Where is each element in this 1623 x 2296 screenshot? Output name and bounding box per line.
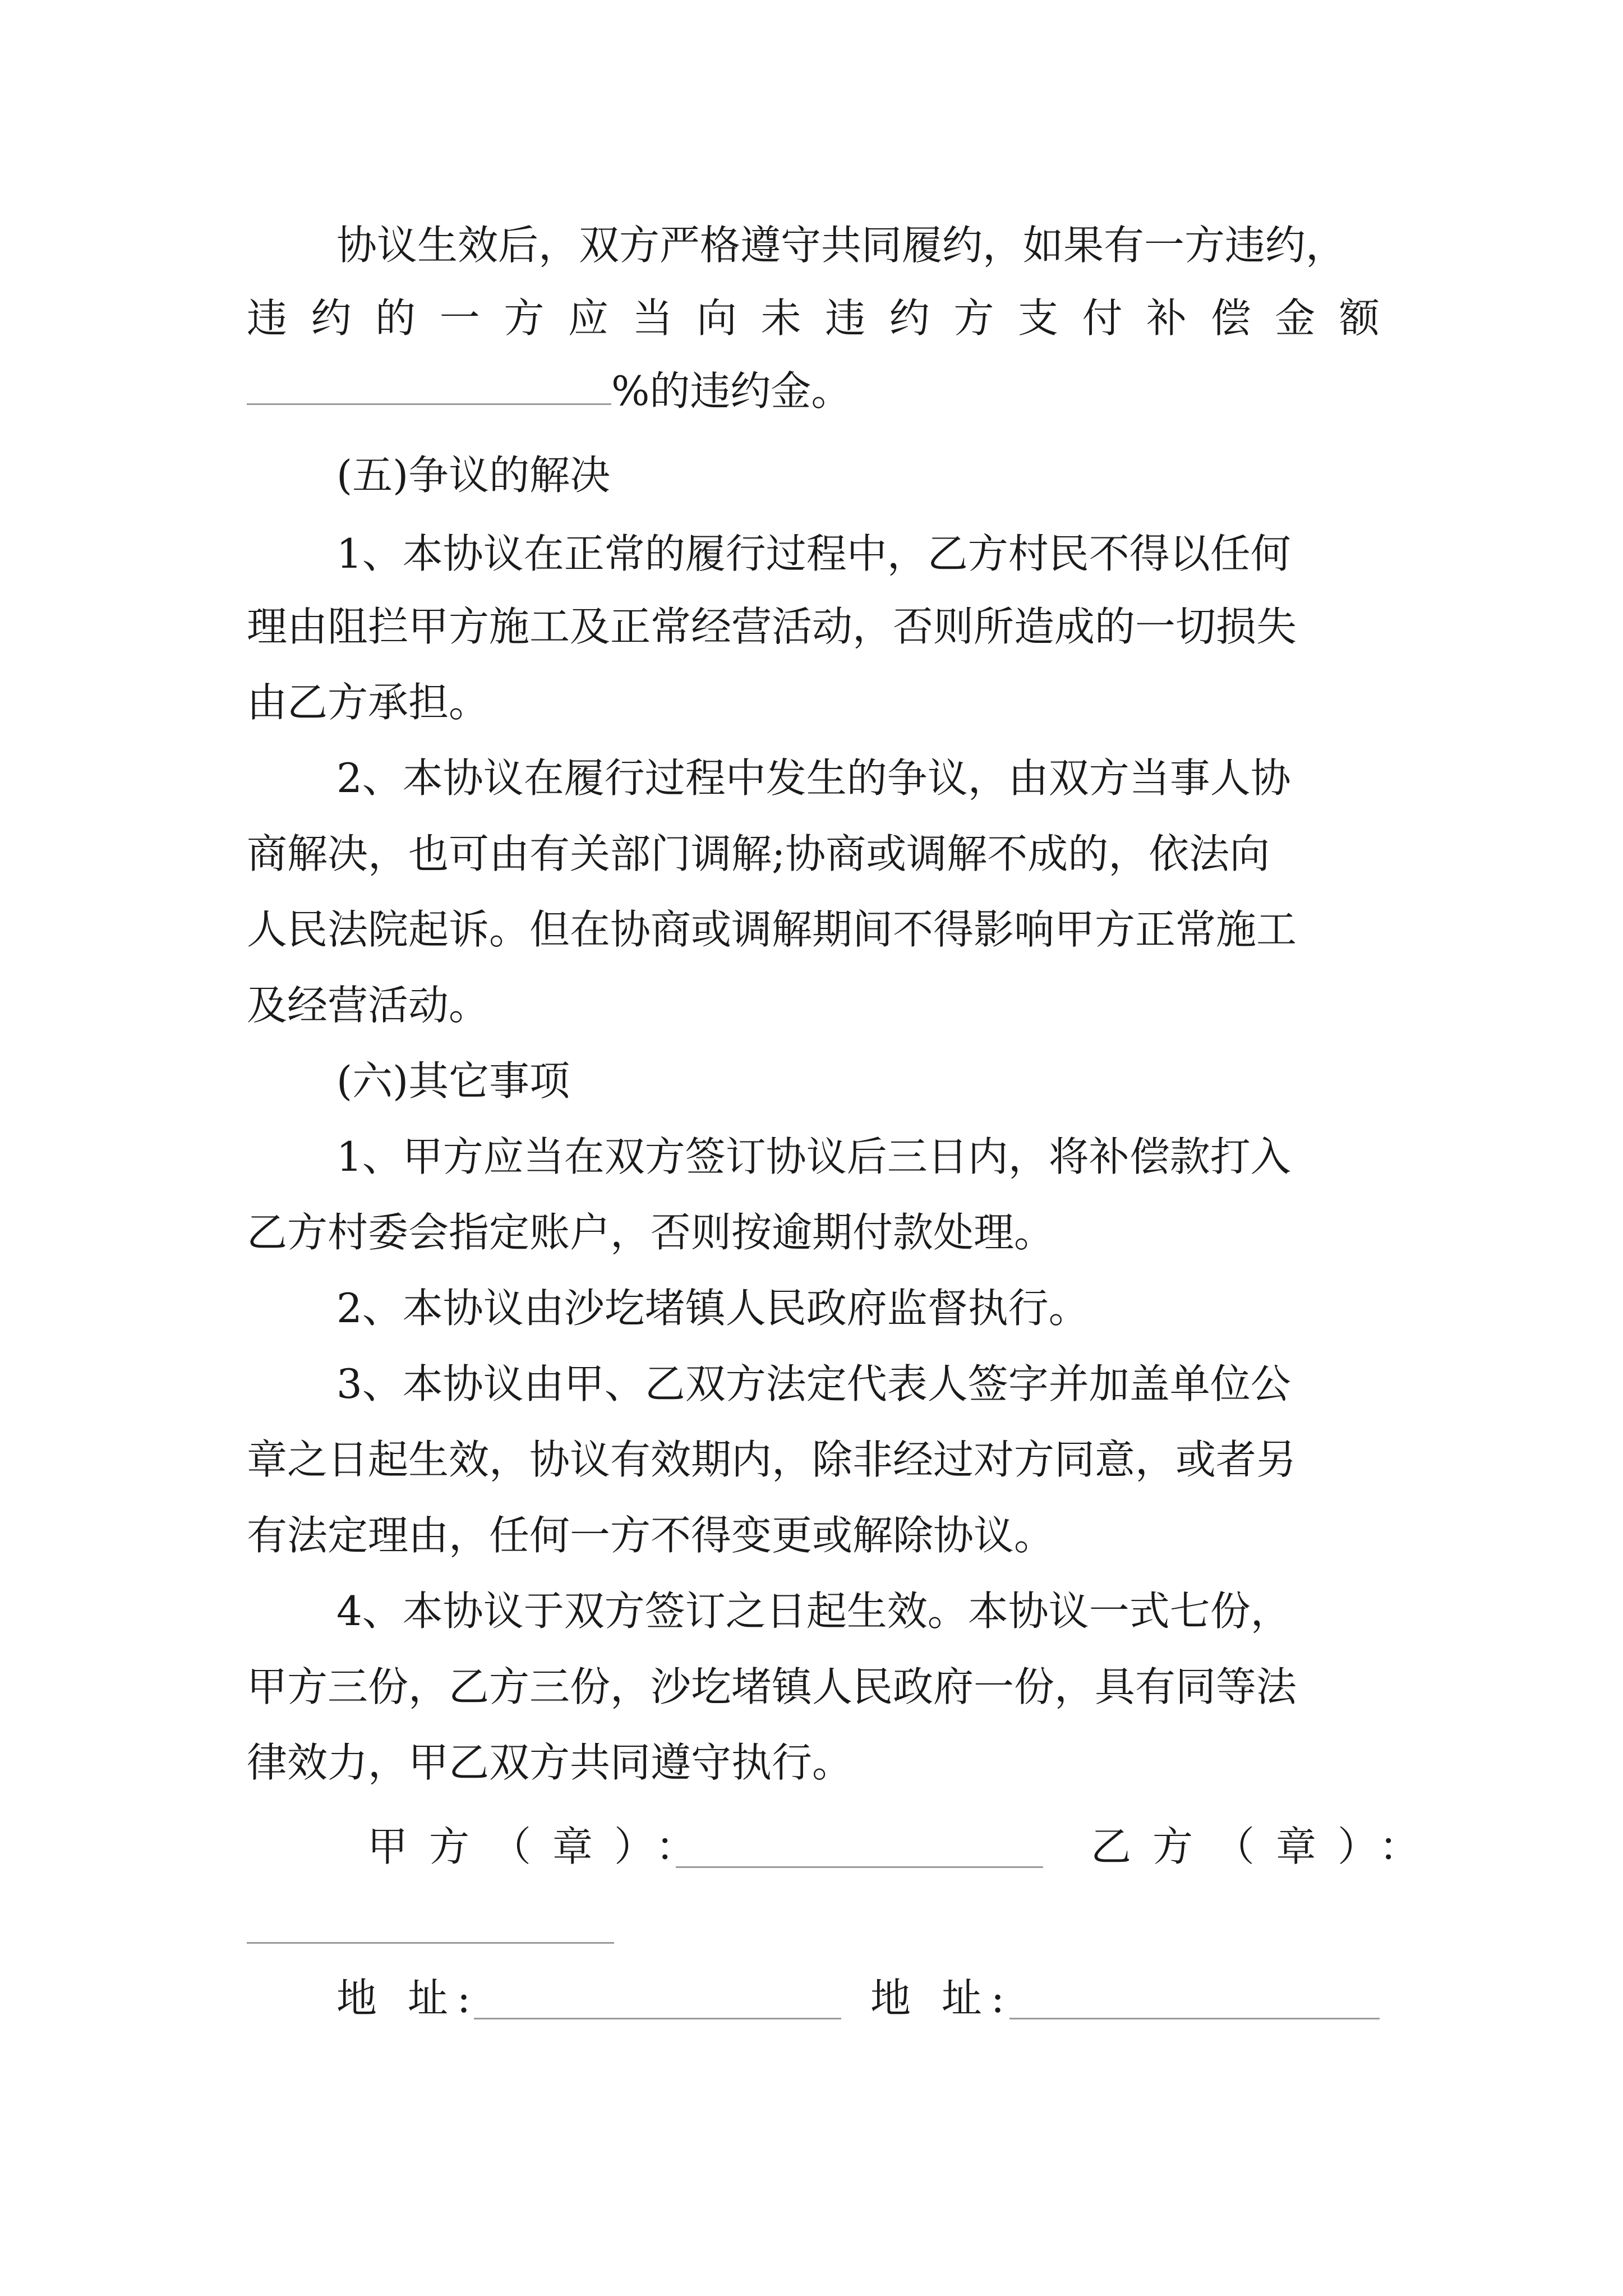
justified-char: 付	[1082, 295, 1123, 342]
paragraph-line: 理由阻拦甲方施工及正常经营活动，否则所造成的一切损失	[247, 603, 1297, 650]
penalty-suffix: %的违约金。	[611, 367, 852, 415]
paragraph-line: 乙方村委会指定账户，否则按逾期付款处理。	[247, 1209, 1055, 1256]
justified-char: 违	[825, 295, 866, 342]
party-a-address-line	[474, 2018, 841, 2019]
party-a-seal-line	[676, 1866, 1043, 1868]
party-b-address-line	[1009, 2018, 1380, 2019]
justified-char: 向	[697, 295, 737, 342]
fill-blank	[247, 364, 611, 405]
justified-char: 偿	[1210, 295, 1251, 342]
justified-char: 违	[247, 295, 288, 342]
paragraph-line: 4、本协议于双方签订之日起生效。本协议一式七份，	[336, 1588, 1291, 1635]
justified-char: 应	[568, 295, 608, 342]
justified-char: 的	[375, 295, 416, 342]
paragraph-line: 1、甲方应当在双方签订协议后三日内，将补偿款打入	[336, 1133, 1291, 1180]
justified-char: 方	[953, 295, 994, 342]
paragraph-line: 甲方三份，乙方三份，沙圪堵镇人民政府一份，具有同等法	[247, 1663, 1297, 1710]
section-heading: (六)其它事项	[336, 1057, 570, 1105]
justified-char: 支	[1017, 295, 1058, 342]
paragraph-line: 协议生效后，双方严格遵守共同履约，如果有一方违约，	[336, 222, 1347, 269]
paragraph-line: 商解决，也可由有关部门调解;协商或调解不成的，依法向	[247, 830, 1270, 877]
justified-char: 未	[760, 295, 801, 342]
justified-char: 方	[504, 295, 545, 342]
paragraph-line	[247, 360, 1380, 422]
paragraph-line: 1、本协议在正常的履行过程中，乙方村民不得以任何	[336, 530, 1291, 577]
paragraph-line: 3、本协议由甲、乙双方法定代表人签字并加盖单位公	[336, 1360, 1291, 1407]
section-heading: (五)争议的解决	[336, 452, 611, 499]
paragraph-line: 章之日起生效，协议有效期内，除非经过对方同意，或者另	[247, 1436, 1297, 1483]
justified-char: 约	[311, 295, 352, 342]
party-b-address-label: 地 址:	[870, 1975, 1014, 2022]
party-a-address-label: 地 址:	[336, 1975, 480, 2022]
paragraph-line-justified	[247, 287, 1380, 349]
paragraph-line: 人民法院起诉。但在协商或调解期间不得影响甲方正常施工	[247, 906, 1297, 953]
paragraph-line: 及经营活动。	[247, 982, 490, 1029]
party-a-seal-label: 甲方（章）：	[367, 1823, 718, 1870]
justified-char: 补	[1146, 295, 1187, 342]
party-b-seal-line	[247, 1942, 614, 1944]
paragraph-line: 2、本协议在履行过程中发生的争议，由双方当事人协	[336, 754, 1291, 802]
paragraph-line: 2、本协议由沙圪堵镇人民政府监督执行。	[336, 1285, 1089, 1332]
paragraph-line: 有法定理由，任何一方不得变更或解除协议。	[247, 1512, 1055, 1559]
party-b-seal-label: 乙方（章）：	[1091, 1823, 1441, 1870]
justified-char: 约	[889, 295, 930, 342]
justified-char: 当	[632, 295, 673, 342]
justified-char: 额	[1339, 295, 1380, 342]
paragraph-line: 律效力，甲乙双方共同遵守执行。	[247, 1739, 853, 1786]
justified-char: 金	[1275, 295, 1316, 342]
paragraph-line: 由乙方承担。	[247, 679, 490, 726]
justified-char: 一	[439, 295, 480, 342]
